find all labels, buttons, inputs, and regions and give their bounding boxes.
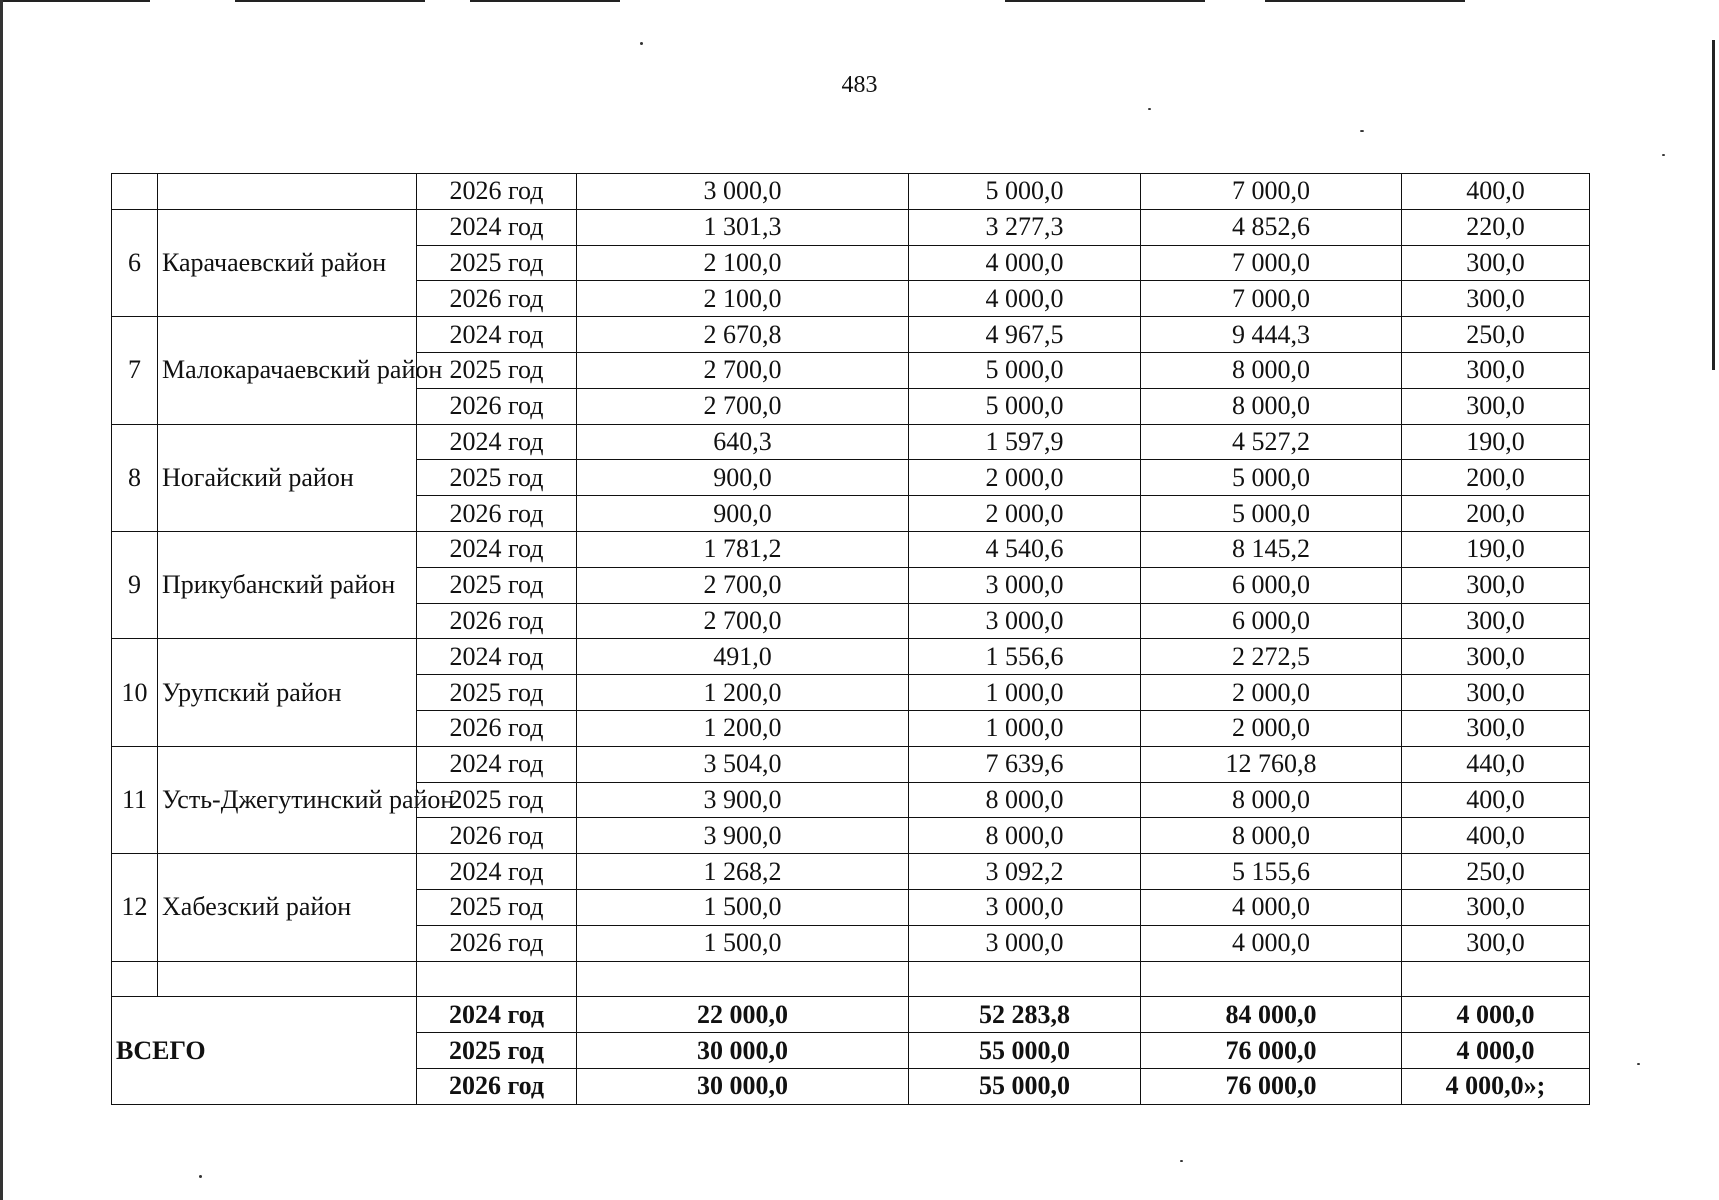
value-cell-3: 9 444,3 — [1141, 317, 1402, 353]
district-name-cell: Ногайский район — [158, 424, 417, 531]
value-cell-4: 190,0 — [1402, 531, 1590, 567]
value-cell-4: 440,0 — [1402, 746, 1590, 782]
value-cell-3: 6 000,0 — [1141, 603, 1402, 639]
value-cell-4: 400,0 — [1402, 174, 1590, 210]
value-cell-1: 3 000,0 — [577, 174, 909, 210]
year-cell: 2024 год — [417, 746, 577, 782]
value-cell-1: 2 700,0 — [577, 352, 909, 388]
table-row — [112, 531, 1590, 567]
value-cell-3: 5 155,6 — [1141, 854, 1402, 890]
empty-cell — [158, 961, 417, 997]
value-cell-1: 1 301,3 — [577, 209, 909, 245]
value-cell-1: 3 900,0 — [577, 818, 909, 854]
year-cell: 2025 год — [417, 1033, 577, 1069]
value-cell-1: 2 700,0 — [577, 388, 909, 424]
value-cell-2: 3 000,0 — [909, 567, 1141, 603]
year-cell: 2024 год — [417, 531, 577, 567]
value-cell-2: 4 000,0 — [909, 281, 1141, 317]
value-cell-4: 300,0 — [1402, 889, 1590, 925]
value-cell-1: 2 700,0 — [577, 603, 909, 639]
district-name-cell — [158, 174, 417, 210]
value-cell-1: 3 504,0 — [577, 746, 909, 782]
year-cell: 2025 год — [417, 567, 577, 603]
row-number-cell: 12 — [112, 854, 158, 961]
value-cell-2: 2 000,0 — [909, 496, 1141, 532]
value-cell-1: 22 000,0 — [577, 997, 909, 1033]
scan-speck — [1662, 154, 1665, 156]
value-cell-3: 4 852,6 — [1141, 209, 1402, 245]
value-cell-3: 2 000,0 — [1141, 710, 1402, 746]
year-cell: 2026 год — [417, 174, 577, 210]
scan-speck — [1148, 108, 1151, 110]
value-cell-1: 30 000,0 — [577, 1068, 909, 1104]
value-cell-3: 76 000,0 — [1141, 1068, 1402, 1104]
value-cell-1: 1 500,0 — [577, 925, 909, 961]
scan-left-edge — [0, 0, 3, 1200]
district-name-cell: Хабезский район — [158, 854, 417, 961]
value-cell-1: 30 000,0 — [577, 1033, 909, 1069]
value-cell-4: 250,0 — [1402, 317, 1590, 353]
value-cell-2: 2 000,0 — [909, 460, 1141, 496]
district-name-cell: Малокарачаевский район — [158, 317, 417, 424]
year-cell: 2025 год — [417, 782, 577, 818]
value-cell-4: 400,0 — [1402, 818, 1590, 854]
scan-speck — [640, 42, 643, 45]
value-cell-4: 4 000,0»; — [1402, 1068, 1590, 1104]
value-cell-4: 300,0 — [1402, 388, 1590, 424]
value-cell-3: 8 145,2 — [1141, 531, 1402, 567]
scan-speck — [199, 1175, 202, 1178]
year-cell: 2024 год — [417, 639, 577, 675]
value-cell-4: 300,0 — [1402, 603, 1590, 639]
table-row — [112, 424, 1590, 460]
value-cell-1: 1 200,0 — [577, 675, 909, 711]
value-cell-4: 300,0 — [1402, 639, 1590, 675]
value-cell-4: 300,0 — [1402, 710, 1590, 746]
value-cell-1: 900,0 — [577, 460, 909, 496]
value-cell-4: 4 000,0 — [1402, 1033, 1590, 1069]
value-cell-3: 7 000,0 — [1141, 245, 1402, 281]
value-cell-2: 1 000,0 — [909, 675, 1141, 711]
value-cell-3: 4 527,2 — [1141, 424, 1402, 460]
table-row — [112, 746, 1590, 782]
year-cell: 2024 год — [417, 997, 577, 1033]
value-cell-3: 8 000,0 — [1141, 818, 1402, 854]
year-cell: 2026 год — [417, 603, 577, 639]
value-cell-1: 900,0 — [577, 496, 909, 532]
value-cell-3: 6 000,0 — [1141, 567, 1402, 603]
value-cell-3: 4 000,0 — [1141, 889, 1402, 925]
value-cell-2: 4 000,0 — [909, 245, 1141, 281]
year-cell: 2024 год — [417, 854, 577, 890]
value-cell-2: 8 000,0 — [909, 782, 1141, 818]
value-cell-2: 3 000,0 — [909, 889, 1141, 925]
value-cell-4: 300,0 — [1402, 675, 1590, 711]
top-scan-rule — [0, 0, 1719, 3]
value-cell-1: 1 781,2 — [577, 531, 909, 567]
table-row — [112, 317, 1590, 353]
row-number-cell: 11 — [112, 746, 158, 853]
year-cell: 2026 год — [417, 818, 577, 854]
row-number-cell: 7 — [112, 317, 158, 424]
value-cell-2: 5 000,0 — [909, 352, 1141, 388]
row-number-cell: 9 — [112, 531, 158, 638]
year-cell: 2026 год — [417, 281, 577, 317]
year-cell: 2026 год — [417, 496, 577, 532]
value-cell-2: 5 000,0 — [909, 174, 1141, 210]
value-cell-4: 400,0 — [1402, 782, 1590, 818]
value-cell-4: 4 000,0 — [1402, 997, 1590, 1033]
value-cell-4: 200,0 — [1402, 496, 1590, 532]
year-cell: 2024 год — [417, 317, 577, 353]
row-number-cell: 6 — [112, 209, 158, 316]
value-cell-1: 3 900,0 — [577, 782, 909, 818]
value-cell-2: 55 000,0 — [909, 1068, 1141, 1104]
scan-speck — [1180, 1160, 1183, 1162]
value-cell-4: 300,0 — [1402, 352, 1590, 388]
value-cell-4: 300,0 — [1402, 281, 1590, 317]
value-cell-2: 5 000,0 — [909, 388, 1141, 424]
year-cell: 2025 год — [417, 460, 577, 496]
value-cell-1: 1 500,0 — [577, 889, 909, 925]
empty-row — [112, 961, 1590, 997]
year-cell: 2026 год — [417, 710, 577, 746]
value-cell-3: 7 000,0 — [1141, 174, 1402, 210]
value-cell-3: 5 000,0 — [1141, 460, 1402, 496]
value-cell-2: 3 000,0 — [909, 603, 1141, 639]
value-cell-3: 2 272,5 — [1141, 639, 1402, 675]
value-cell-2: 55 000,0 — [909, 1033, 1141, 1069]
district-name-cell: Карачаевский район — [158, 209, 417, 316]
empty-cell — [909, 961, 1141, 997]
value-cell-3: 2 000,0 — [1141, 675, 1402, 711]
value-cell-1: 491,0 — [577, 639, 909, 675]
table-row — [112, 174, 1590, 210]
value-cell-1: 2 100,0 — [577, 281, 909, 317]
empty-cell — [577, 961, 909, 997]
value-cell-1: 2 670,8 — [577, 317, 909, 353]
row-number-cell: 8 — [112, 424, 158, 531]
value-cell-3: 8 000,0 — [1141, 782, 1402, 818]
year-cell: 2024 год — [417, 209, 577, 245]
budget-table — [111, 173, 1590, 1105]
year-cell: 2026 год — [417, 388, 577, 424]
table-body — [112, 174, 1590, 1105]
value-cell-4: 200,0 — [1402, 460, 1590, 496]
value-cell-2: 4 967,5 — [909, 317, 1141, 353]
year-cell: 2025 год — [417, 889, 577, 925]
value-cell-4: 300,0 — [1402, 925, 1590, 961]
value-cell-3: 8 000,0 — [1141, 352, 1402, 388]
value-cell-4: 250,0 — [1402, 854, 1590, 890]
value-cell-4: 220,0 — [1402, 209, 1590, 245]
value-cell-3: 12 760,8 — [1141, 746, 1402, 782]
value-cell-4: 190,0 — [1402, 424, 1590, 460]
value-cell-1: 1 268,2 — [577, 854, 909, 890]
value-cell-2: 3 092,2 — [909, 854, 1141, 890]
total-row — [112, 997, 1590, 1033]
table-row — [112, 639, 1590, 675]
value-cell-2: 8 000,0 — [909, 818, 1141, 854]
value-cell-4: 300,0 — [1402, 567, 1590, 603]
value-cell-1: 640,3 — [577, 424, 909, 460]
value-cell-2: 3 277,3 — [909, 209, 1141, 245]
page-number: 483 — [841, 72, 878, 98]
value-cell-2: 52 283,8 — [909, 997, 1141, 1033]
value-cell-2: 1 556,6 — [909, 639, 1141, 675]
table-row — [112, 854, 1590, 890]
empty-cell — [112, 961, 158, 997]
district-name-cell: Прикубанский район — [158, 531, 417, 638]
empty-cell — [1402, 961, 1590, 997]
table-row — [112, 209, 1590, 245]
value-cell-1: 2 700,0 — [577, 567, 909, 603]
value-cell-3: 5 000,0 — [1141, 496, 1402, 532]
value-cell-4: 300,0 — [1402, 245, 1590, 281]
year-cell: 2025 год — [417, 675, 577, 711]
total-label-cell: ВСЕГО — [112, 997, 417, 1104]
scan-speck — [1360, 130, 1364, 132]
year-cell: 2025 год — [417, 352, 577, 388]
value-cell-2: 1 597,9 — [909, 424, 1141, 460]
value-cell-3: 76 000,0 — [1141, 1033, 1402, 1069]
value-cell-2: 1 000,0 — [909, 710, 1141, 746]
year-cell: 2026 год — [417, 925, 577, 961]
empty-cell — [1141, 961, 1402, 997]
value-cell-1: 2 100,0 — [577, 245, 909, 281]
value-cell-1: 1 200,0 — [577, 710, 909, 746]
value-cell-2: 4 540,6 — [909, 531, 1141, 567]
value-cell-3: 4 000,0 — [1141, 925, 1402, 961]
value-cell-3: 84 000,0 — [1141, 997, 1402, 1033]
district-name-cell: Урупский район — [158, 639, 417, 746]
year-cell: 2025 год — [417, 245, 577, 281]
value-cell-2: 7 639,6 — [909, 746, 1141, 782]
district-name-cell: Усть-Джегутинский район — [158, 746, 417, 853]
scan-speck — [1637, 1063, 1640, 1065]
value-cell-2: 3 000,0 — [909, 925, 1141, 961]
value-cell-3: 8 000,0 — [1141, 388, 1402, 424]
year-cell: 2026 год — [417, 1068, 577, 1104]
value-cell-3: 7 000,0 — [1141, 281, 1402, 317]
row-number-cell: 10 — [112, 639, 158, 746]
year-cell: 2024 год — [417, 424, 577, 460]
row-number-cell — [112, 174, 158, 210]
empty-cell — [417, 961, 577, 997]
